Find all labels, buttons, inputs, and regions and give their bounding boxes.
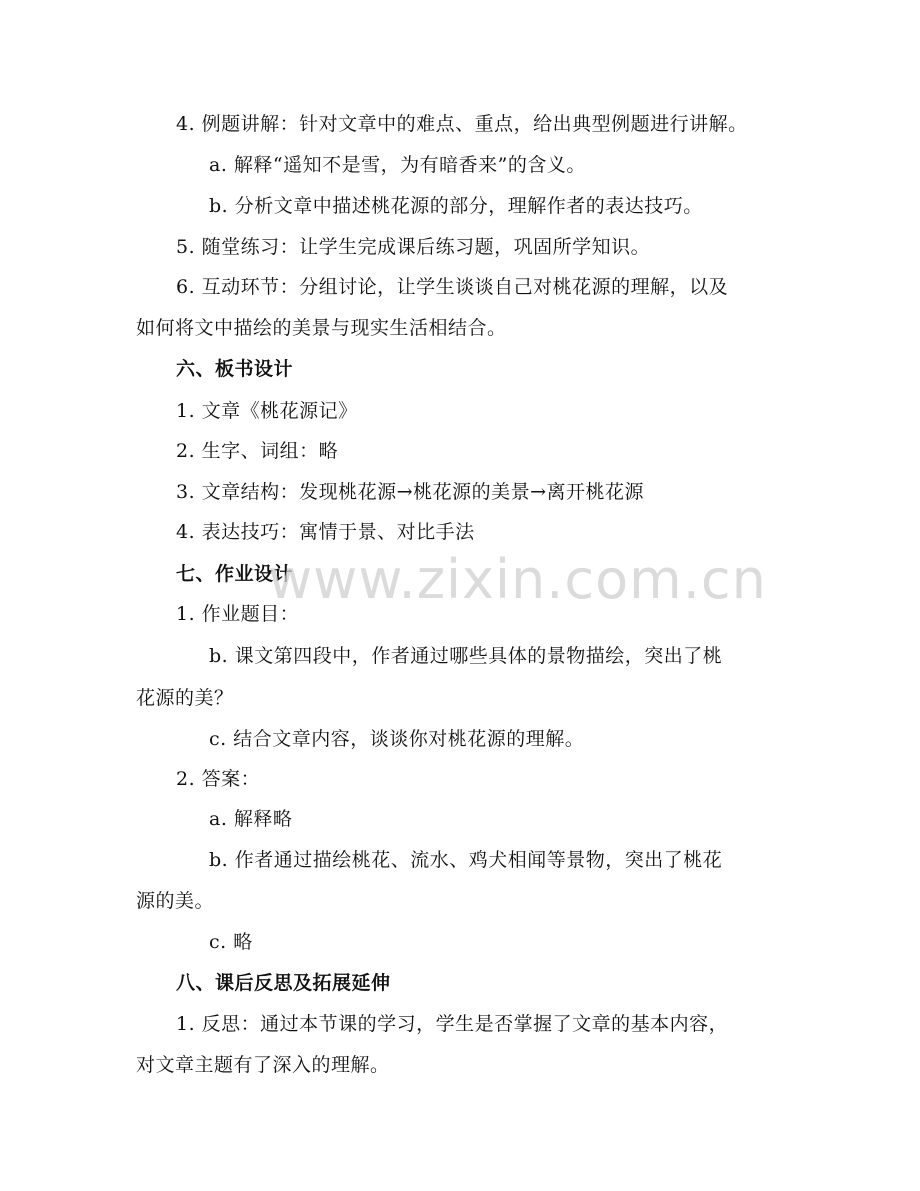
list-item-question-b: b. 课文第四段中，作者通过哪些具体的景物描绘，突出了桃 xyxy=(209,645,723,667)
list-item-homework-questions: 1. 作业题目： xyxy=(176,603,300,625)
list-item-interaction-cont: 如何将文中描绘的美景与现实生活相结合。 xyxy=(136,317,507,339)
list-item-answer-b: b. 作者通过描绘桃花、流水、鸡犬相闻等景物，突出了桃花 xyxy=(209,849,723,871)
list-item-example-explanation: 4. 例题讲解：针对文章中的难点、重点，给出典型例题进行讲解。 xyxy=(176,113,748,135)
list-item-question-c: c. 结合文章内容，谈谈你对桃花源的理解。 xyxy=(209,728,585,750)
list-item-answer-b-cont: 源的美。 xyxy=(136,890,215,912)
list-item-interaction: 6. 互动环节：分组讨论，让学生谈谈自己对桃花源的理解，以及 xyxy=(176,276,729,298)
list-item-techniques: 4. 表达技巧：寓情于景、对比手法 xyxy=(176,521,475,543)
section-heading-reflection: 八、课后反思及拓展延伸 xyxy=(176,972,391,994)
list-item-answer-a: a. 解释略 xyxy=(209,808,293,830)
list-item-reflection-cont: 对文章主题有了深入的理解。 xyxy=(136,1054,390,1076)
list-item-practice: 5. 随堂练习：让学生完成课后练习题，巩固所学知识。 xyxy=(176,236,651,258)
section-heading-homework: 七、作业设计 xyxy=(176,563,294,585)
list-item-sub-b: b. 分析文章中描述桃花源的部分，理解作者的表达技巧。 xyxy=(209,195,703,217)
section-heading-board-design: 六、板书设计 xyxy=(176,358,294,380)
list-item-answers: 2. 答案： xyxy=(176,768,261,790)
list-item-structure: 3. 文章结构：发现桃花源→桃花源的美景→离开桃花源 xyxy=(176,481,645,503)
list-item-sub-a: a. 解释“遥知不是雪，为有暗香来”的含义。 xyxy=(209,154,586,176)
watermark: www.zixin.com.cn xyxy=(268,548,767,611)
list-item-answer-c: c. 略 xyxy=(209,931,253,953)
list-item-reflection: 1. 反思：通过本节课的学习，学生是否掌握了文章的基本内容， xyxy=(176,1013,729,1035)
list-item-vocabulary: 2. 生字、词组：略 xyxy=(176,440,339,462)
list-item-question-b-cont: 花源的美？ xyxy=(136,687,234,709)
list-item-article: 1. 文章《桃花源记》 xyxy=(176,400,358,422)
